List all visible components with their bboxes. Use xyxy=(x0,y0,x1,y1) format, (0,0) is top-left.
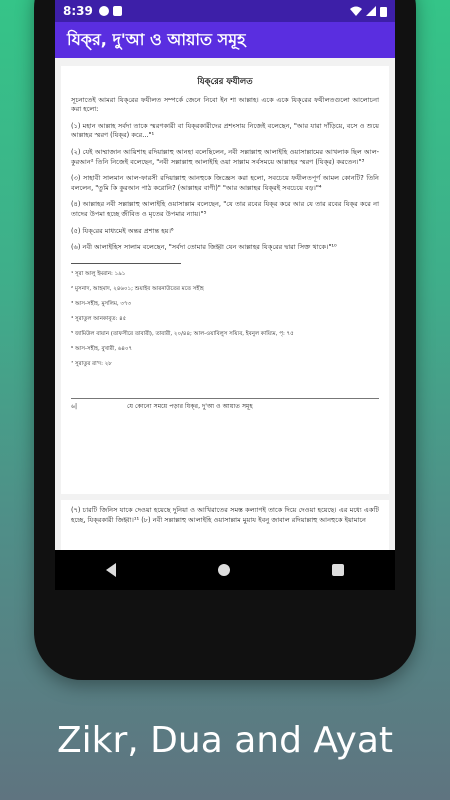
recent-apps-icon[interactable] xyxy=(332,564,344,576)
battery-icon xyxy=(380,6,387,17)
paragraph-1: (১) মহান আল্লাহ সর্বদা তাকে স্মরণকারী বা যিক্‌রকারীদের প্রশংসায় নিজেই বলেছেন, "আর যারা দাঁড়িয়ে, বসে ও শুয়ে আল্লাহর স্মরণ (যিক্‌র) করে..."¹ xyxy=(71,121,379,140)
footnote: ² মুসনাদ, আহমাদ, ২৪৬০১; শুয়াইব আরনাউতের মতে সহীহ xyxy=(71,285,204,292)
footnote: ⁶ আস-সহীহ, বুখারী, ৬৪০৭ xyxy=(71,345,133,352)
notification-icon xyxy=(99,6,109,16)
app-title: যিক্‌র, দু'আ ও আয়াত সমূহ xyxy=(67,29,246,49)
footnote-divider xyxy=(71,263,181,264)
footnote: ⁵ জামিউল বায়ান (তাফসীরে তাবারী), তাবারী, ২০/৪৪; আল-ওয়াবিলুস সয়্যিব, ইবনুল কায়্যিম, পৃ: ৭৫ xyxy=(71,330,294,337)
sd-card-icon xyxy=(113,6,122,16)
signal-icon xyxy=(366,6,376,16)
paragraph-3: (৩) সাহাবী সালমান আল-ফারসী রদিয়াল্লাহু আনহুকে জিজ্ঞেস করা হলো, সবচেয়ে ফযীলতপূর্ণ আমল কোনটি? তিনি বললেন, "তুমি কি কুরআন পাঠ করোনি? (আল্লাহর বাণী)" "আর আল্লাহর যিক্‌রই সবচেয়ে বড়।"⁴ xyxy=(71,174,379,192)
phone-screen xyxy=(55,0,395,590)
paragraph-6: (৬) নবী আলাইহিস সালাম বলেছেন, "সর্বদা তোমার জিহ্বা যেন আল্লাহর যিক্‌রের দ্বারা সিক্ত থাকে।"¹⁰ xyxy=(71,243,337,252)
footnote: ⁴ সুরাতুল আনকাবূত: ৪৫ xyxy=(71,315,127,322)
status-bar xyxy=(55,0,395,22)
paragraph-4: (৪) আল্লাহর নবী সল্লাল্লাহু আলাইহি ওয়াসাল্লাম বলেছেন, "যে তার রবের যিক্‌র করে আর যে তার রবের যিক্‌র করে না তাদের উপমা হচ্ছে জীবিত ও মৃতের উপমার ন্যায়।"⁵ xyxy=(71,200,379,218)
promo-caption: Zikr, Dua and Ayat xyxy=(56,720,394,761)
status-time: 8:39 xyxy=(63,4,93,18)
running-title: যে কোনো সময়ে পড়ার যিক্‌র, দু'আ ও আয়াত সমূহ xyxy=(127,402,253,410)
intro-paragraph: সূচনাতেই আমরা যিক্‌রের ফযীলত সম্পর্কে জেনে নিবো ইন শা আল্লাহ। একে একে যিক্‌রের ফযীলতগুলো আলোচনা করা হলো: xyxy=(71,95,379,114)
paragraph-5: (৫) যিক্‌রের মাধ্যমেই অন্তর প্রশান্ত হয়।⁶ xyxy=(71,226,174,235)
navigation-bar xyxy=(55,550,395,590)
footnote: ¹ সূরা আলু ইমরান: ১৯১ xyxy=(71,270,126,277)
document-page xyxy=(61,66,389,494)
footnote: ³ আস-সহীহ, মুসলিম, ৩৭৩ xyxy=(71,300,132,307)
back-icon[interactable] xyxy=(106,563,116,577)
page-number: ৬| xyxy=(71,402,78,410)
app-bar xyxy=(55,22,395,58)
document-viewer[interactable] xyxy=(55,58,395,550)
paragraph-2: (২) যেই আম্মাজান আয়িশাহ রদিয়াল্লাহু আনহা বলেছিলেন, নবী সল্লাল্লাহু আলাইহি ওয়াসাল্লামের আখলাক ছিল আল-কুরআন² তিনি নিজেই বলেছেন, "নবী সল্লাল্লাহু আলাইহি ওয়া সাল্লাম সর্বসময়ে আল্লাহর স্মরণ (যিক্‌র) করতেন।"³ xyxy=(71,147,379,166)
footnote: ⁷ সুরাতুর রা'দ: ২৮ xyxy=(71,360,112,367)
wifi-icon xyxy=(350,6,362,16)
next-document-page xyxy=(61,500,389,550)
next-page-paragraph: (৭) চারটি জিনিস যাকে দেওয়া হয়েছে দুনিয়া ও আখিরাতের সমস্ত কল্যাণই তাকে দিয়ে দেওয়া হয়েছে। এর মধ্যে একটি হচ্ছে, যিক্‌রকারী জিহ্বা।¹¹ (৮) নবী সল্লাল্লাহু আলাইহি ওয়াসাল্লাম মুয়ায ইবনু জাবাল রদিয়াল্লাহু আনহুকে ইয়ামানে xyxy=(71,506,379,524)
home-icon[interactable] xyxy=(218,564,230,576)
page-heading: যিক্‌রের ফযীলত xyxy=(197,77,253,87)
page-footer xyxy=(71,398,379,412)
